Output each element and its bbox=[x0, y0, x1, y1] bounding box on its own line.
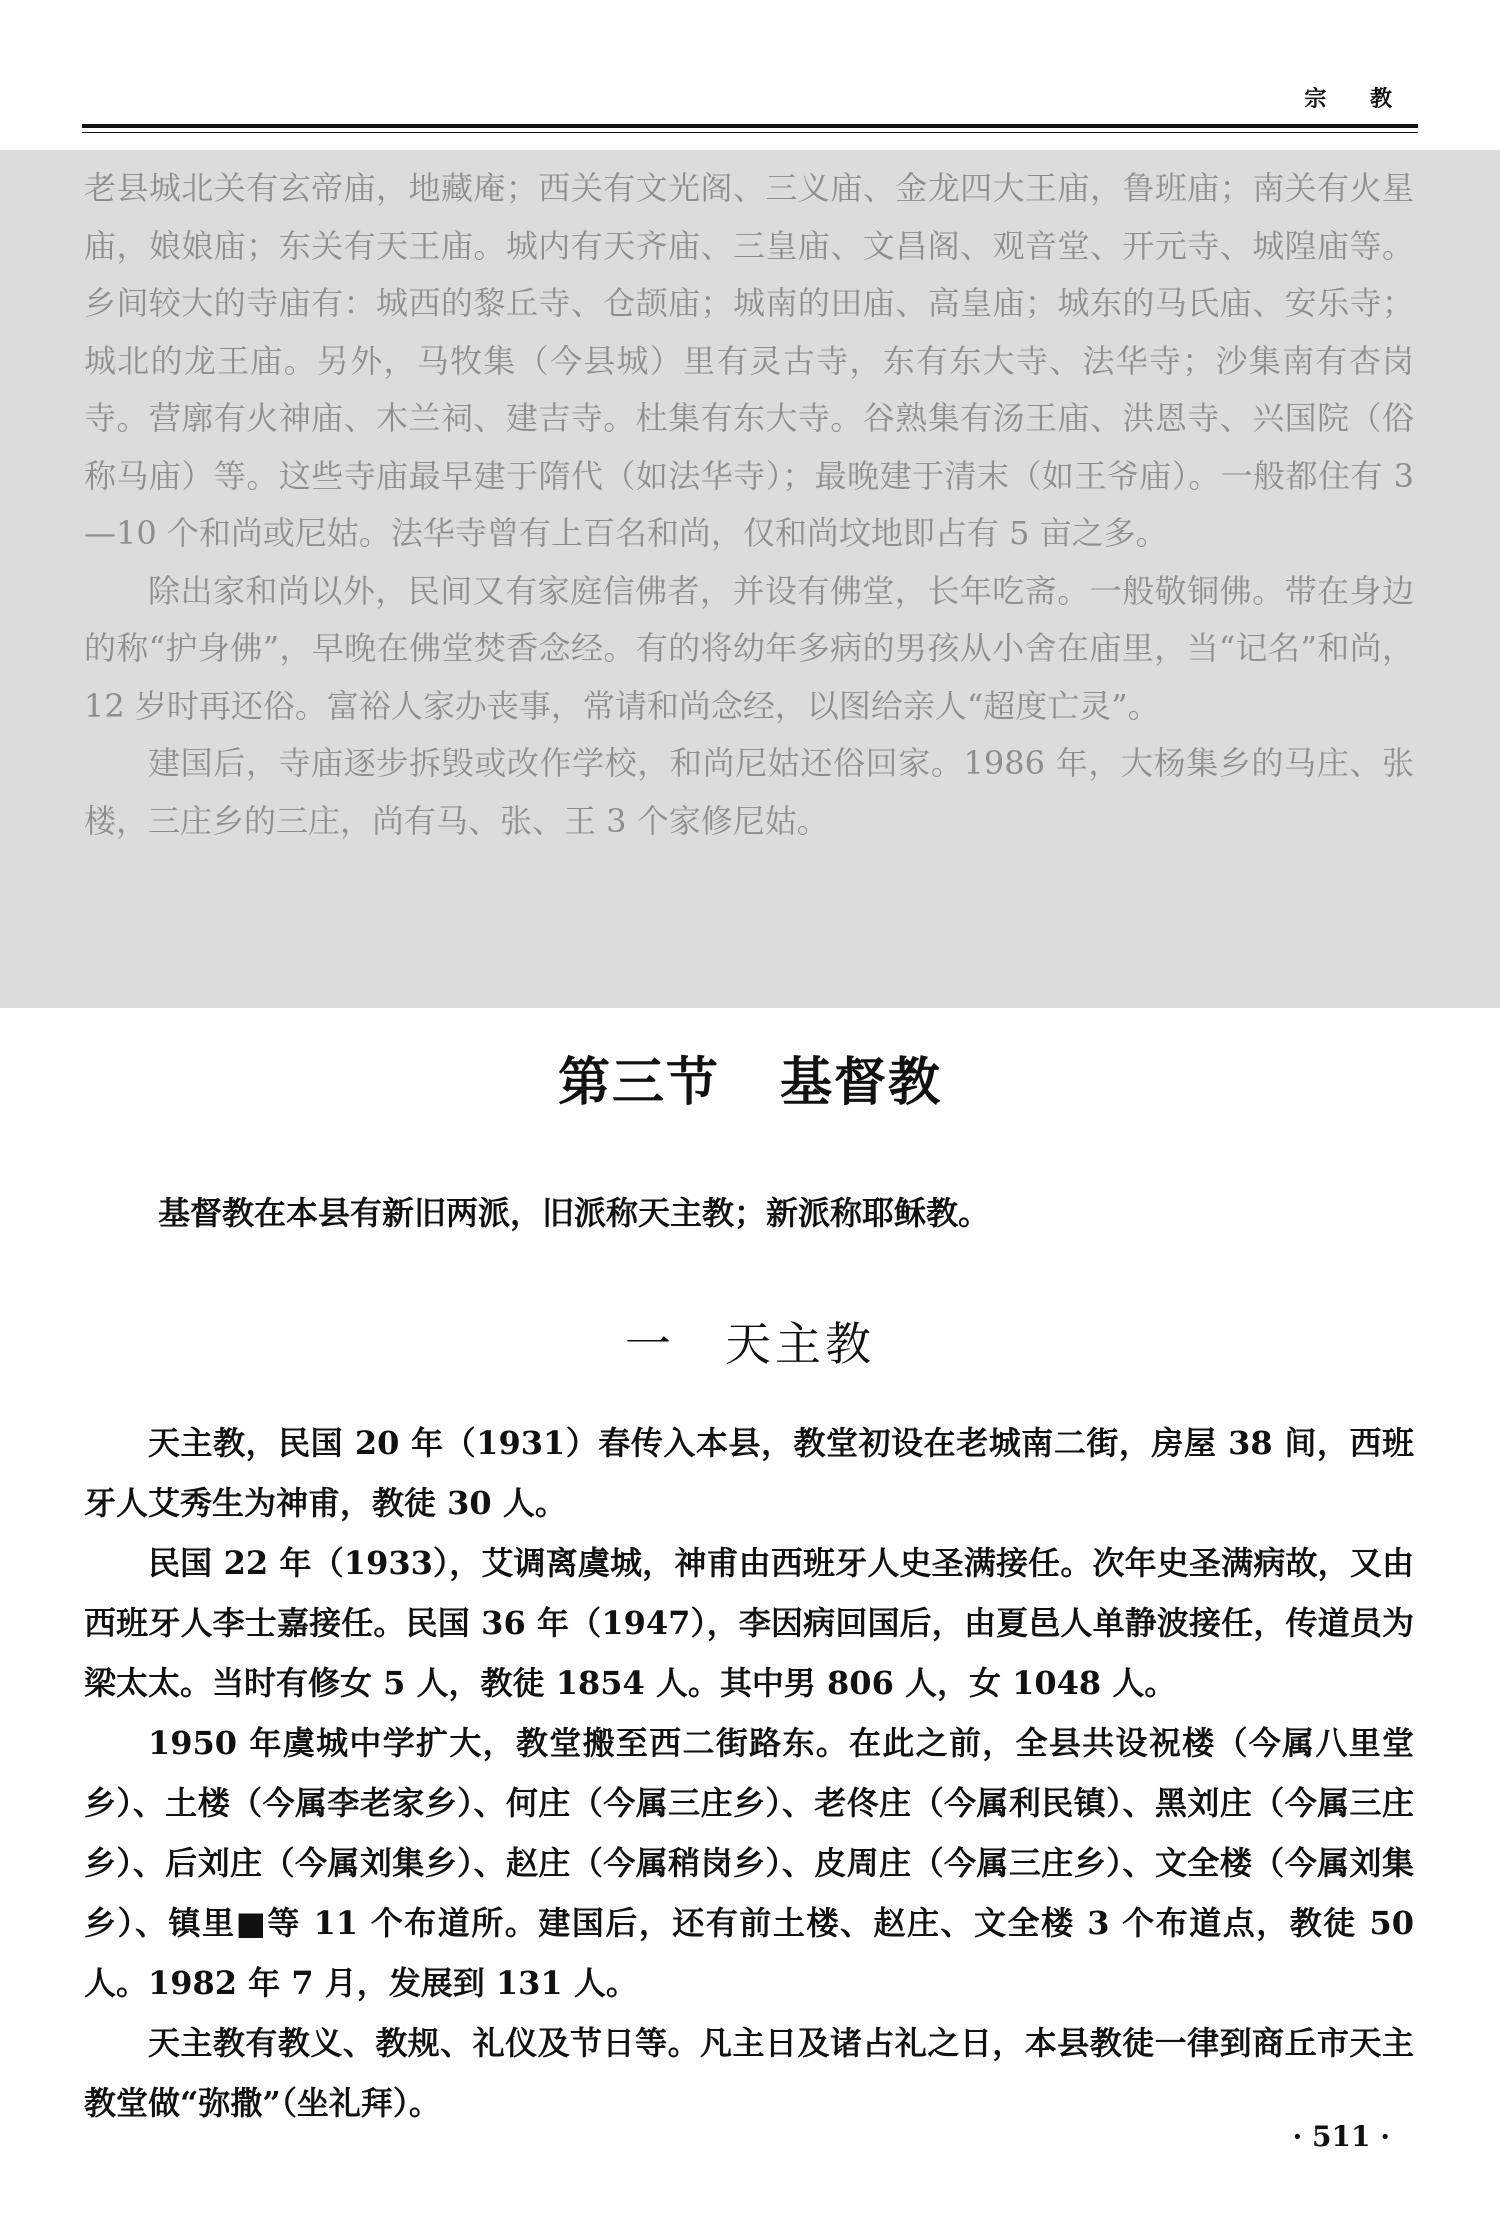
header-rule bbox=[82, 124, 1418, 128]
section-intro: 基督教在本县有新旧两派，旧派称天主教；新派称耶稣教。 bbox=[158, 1194, 991, 1232]
subsection-name: 天主教 bbox=[725, 1317, 875, 1371]
buddhism-text-block bbox=[84, 160, 1414, 850]
section-title bbox=[0, 1040, 1500, 1115]
paragraph: 天主教有教义、教规、礼仪及节日等。凡主日及诸占礼之日，本县教徒一律到商丘市天主教堂做“弥撒”（坐礼拜）。 bbox=[84, 2024, 1414, 2122]
page-number: · 511 · bbox=[1292, 2120, 1390, 2153]
section-name: 基督教 bbox=[780, 1053, 943, 1113]
paragraph: 除出家和尚以外，民间又有家庭信佛者，并设有佛堂，长年吃斋。一般敬铜佛。带在身边的称“护身佛”，早晚在佛堂焚香念经。有的将幼年多病的男孩从小舍在庙里，当“记名”和尚，12 岁时再还俗。富裕人家办丧事，常请和尚念经，以图给亲人“超度亡灵”。 bbox=[84, 571, 1414, 725]
header-rule-thin bbox=[82, 132, 1418, 133]
paragraph: 建国后，寺庙逐步拆毁或改作学校，和尚尼姑还俗回家。1986 年，大杨集乡的马庄、张楼，三庄乡的三庄，尚有马、张、王 3 个家修尼姑。 bbox=[84, 744, 1414, 840]
subsection-title bbox=[0, 1308, 1500, 1374]
section-number: 第三节 bbox=[557, 1053, 720, 1113]
paragraph: 老县城北关有玄帝庙，地藏庵；西关有文光阁、三义庙、金龙四大王庙，鲁班庙；南关有火星庙，娘娘庙；东关有天王庙。城内有天齐庙、三皇庙、文昌阁、观音堂、开元寺、城隍庙等。乡间较大的寺庙有：城西的黎丘寺、仓颉庙；城南的田庙、高皇庙；城东的马氏庙、安乐寺；城北的龙王庙。另外，马牧集（今县城）里有灵古寺，东有东大寺、法华寺；沙集南有杏岗寺。营廓有火神庙、木兰祠、建吉寺。杜集有东大寺。谷熟集有汤王庙、洪恩寺、兴国院（俗称马庙）等。这些寺庙最早建于隋代（如法华寺）；最晚建于清末（如王爷庙）。一般都住有 3—10 个和尚或尼姑。法华寺曾有上百名和尚，仅和尚坟地即占有 5 亩之多。 bbox=[84, 169, 1414, 552]
running-header: 宗 教 bbox=[1304, 86, 1410, 112]
subsection-number: 一 bbox=[625, 1317, 675, 1371]
catholicism-text-block bbox=[84, 1413, 1414, 2133]
paragraph: 1950 年虞城中学扩大，教堂搬至西二街路东。在此之前，全县共设祝楼（今属八里堂乡）、土楼（今属李老家乡）、何庄（今属三庄乡）、老佟庄（今属利民镇）、黑刘庄（今属三庄乡）、后刘庄（今属刘集乡）、赵庄（今属稍岗乡）、皮周庄（今属三庄乡）、文全楼（今属刘集乡）、镇里■等 11 个布道所。建国后，还有前土楼、赵庄、文全楼 3 个布道点，教徒 50 人。1982 年 7 月，发展到 131 人。 bbox=[84, 1724, 1414, 2002]
paragraph: 民国 22 年（1933），艾调离虞城，神甫由西班牙人史圣满接任。次年史圣满病故，又由西班牙人李士嘉接任。民国 36 年（1947），李因病回国后，由夏邑人单静波接任，传道员为梁太太。当时有修女 5 人，教徒 1854 人。其中男 806 人，女 1048 人。 bbox=[84, 1544, 1414, 1702]
paragraph: 天主教，民国 20 年（1931）春传入本县，教堂初设在老城南二街，房屋 38 间，西班牙人艾秀生为神甫，教徒 30 人。 bbox=[84, 1424, 1414, 1522]
